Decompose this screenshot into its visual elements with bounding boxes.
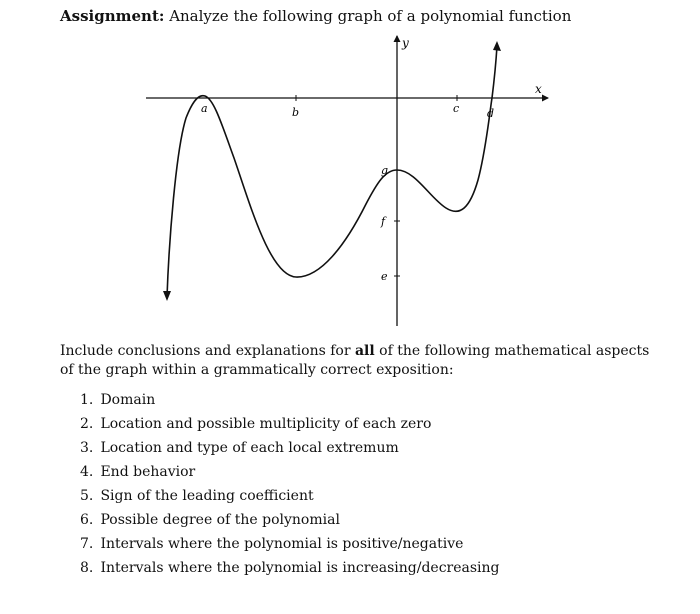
x-axis-label: x [535, 82, 542, 96]
point-label-d: d [487, 107, 495, 120]
point-label-e: e [381, 270, 388, 283]
polynomial-curve [167, 46, 497, 297]
list-item [80, 388, 500, 412]
aspects-list [80, 388, 500, 580]
list-item-text: Domain [100, 392, 156, 408]
list-item [80, 460, 500, 484]
instructions-paragraph [60, 342, 660, 380]
assignment-label: Assignment: [60, 7, 165, 25]
list-item-text: Sign of the leading coefficient [100, 488, 314, 504]
list-item-number: 2. [80, 416, 94, 432]
list-item [80, 436, 500, 460]
instructions-emphasis: all [354, 343, 375, 359]
list-item-number: 1. [80, 392, 94, 408]
assignment-text: Analyze the following graph of a polynomial function [164, 7, 572, 25]
list-item-text: Location and type of each local extremum [100, 440, 399, 456]
y-axis-label: y [402, 36, 409, 50]
list-item-number: 6. [80, 512, 94, 528]
list-item [80, 484, 500, 508]
list-item-number: 8. [80, 560, 94, 576]
instructions-text-before: Include conclusions and explanations for [60, 343, 355, 359]
list-item-number: 4. [80, 464, 94, 480]
list-item-number: 7. [80, 536, 94, 552]
list-item-text: End behavior [100, 464, 196, 480]
list-item-text: Intervals where the polynomial is increasing/decreasing [100, 560, 500, 576]
list-item [80, 412, 500, 436]
point-label-c: c [453, 102, 460, 115]
list-item-text: Intervals where the polynomial is positive/negative [100, 536, 464, 552]
list-item [80, 556, 500, 580]
right-end-arrow [493, 41, 501, 51]
list-item [80, 508, 500, 532]
point-label-a: a [201, 102, 208, 115]
list-item-number: 5. [80, 488, 94, 504]
list-item-text: Location and possible multiplicity of each zero [100, 416, 432, 432]
instructions-text-after: of the following mathematical aspects of the graph within a grammatically correct exposition: [60, 343, 650, 378]
point-label-f: f [381, 215, 386, 228]
left-end-arrow [163, 291, 171, 301]
list-item-number: 3. [80, 440, 94, 456]
list-item-text: Possible degree of the polynomial [100, 512, 340, 528]
point-label-b: b [292, 106, 300, 119]
point-label-g: g [381, 164, 389, 177]
list-item [80, 532, 500, 556]
